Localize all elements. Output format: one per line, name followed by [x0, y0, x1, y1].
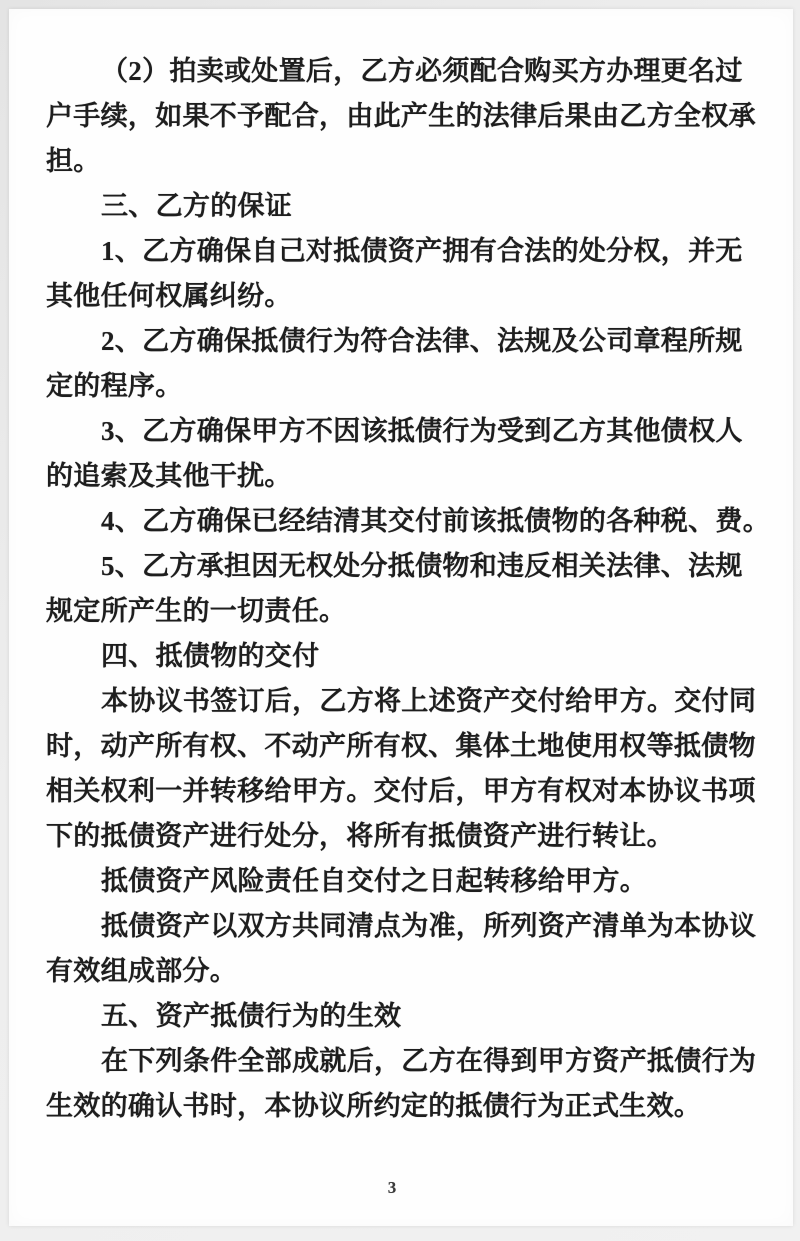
text-line: 四、抵债物的交付	[101, 641, 320, 671]
text-line: 5、乙方承担因无权处分抵债物和违反相关法律、法规	[101, 551, 743, 581]
text-line: 3、乙方确保甲方不因该抵债行为受到乙方其他债权人	[101, 416, 743, 446]
text-line: 生效的确认书时，本协议所约定的抵债行为正式生效。	[46, 1091, 702, 1121]
text-line: 的追索及其他干扰。	[46, 461, 292, 491]
text-line: 1、乙方确保自己对抵债资产拥有合法的处分权，并无	[101, 236, 743, 266]
page-number: 3	[387, 1178, 397, 1197]
text-line: 抵债资产风险责任自交付之日起转移给甲方。	[101, 866, 647, 896]
text-line: 本协议书签订后，乙方将上述资产交付给甲方。交付同	[101, 686, 757, 716]
text-line: 在下列条件全部成就后，乙方在得到甲方资产抵债行为	[101, 1046, 757, 1076]
text-line: 定的程序。	[46, 371, 183, 401]
document-text	[46, 49, 770, 1129]
text-line: 时，动产所有权、不动产所有权、集体土地使用权等抵债物	[46, 731, 756, 761]
text-line: 2、乙方确保抵债行为符合法律、法规及公司章程所规	[101, 326, 743, 356]
text-line: 户手续，如果不予配合，由此产生的法律后果由乙方全权承	[46, 101, 756, 131]
text-line: 规定所产生的一切责任。	[46, 596, 347, 626]
text-line: 抵债资产以双方共同清点为准，所列资产清单为本协议	[101, 911, 757, 941]
text-line: 有效组成部分。	[46, 956, 238, 986]
text-line: 下的抵债资产进行处分，将所有抵债资产进行转让。	[46, 821, 674, 851]
text-line: 担。	[46, 146, 101, 176]
text-line: 五、资产抵债行为的生效	[101, 1001, 402, 1031]
text-line: 其他任何权属纠纷。	[46, 281, 292, 311]
document-page	[9, 9, 793, 1226]
text-line: 三、乙方的保证	[101, 191, 293, 221]
text-line: （2）拍卖或处置后，乙方必须配合购买方办理更名过	[101, 56, 743, 86]
text-line: 相关权利一并转移给甲方。交付后，甲方有权对本协议书项	[46, 776, 756, 806]
text-line: 4、乙方确保已经结清其交付前该抵债物的各种税、费。	[101, 506, 770, 536]
